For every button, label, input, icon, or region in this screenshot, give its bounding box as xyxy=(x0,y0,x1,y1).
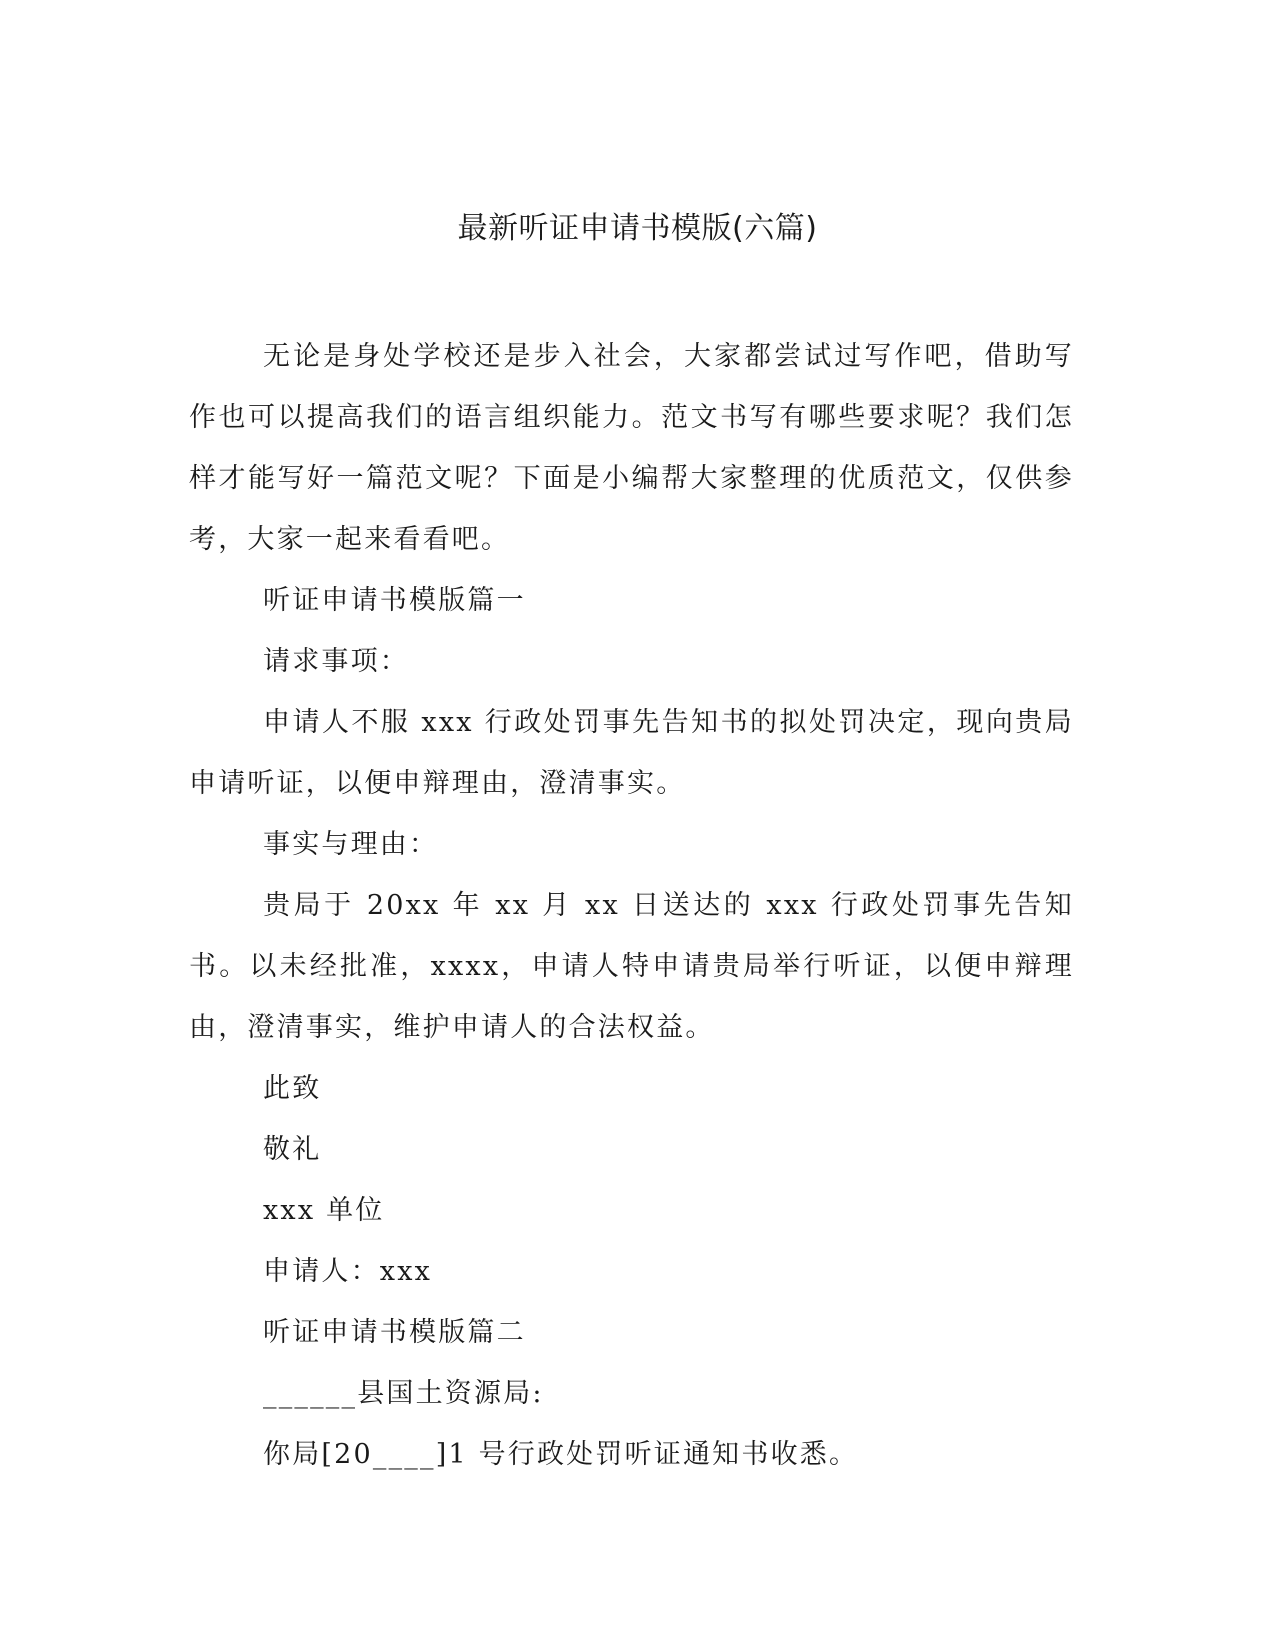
closing-line-1: 此致 xyxy=(263,1073,322,1104)
recipient-line: ______县国土资源局: xyxy=(263,1378,544,1409)
intro-paragraph: 无论是身处学校还是步入社会，大家都尝试过写作吧，借助写作也可以提高我们的语言组织能力。范文书写有哪些要求呢？我们怎样才能写好一篇范文呢？下面是小编帮大家整理的优质范文，仅供参考，大家一起来看看吧。 xyxy=(189,341,1074,555)
facts-paragraph: 贵局于 20xx 年 xx 月 xx 日送达的 xxx 行政处罚事先告知书。以未经批准，xxxx，申请人特申请贵局举行听证，以便申辩理由，澄清事实，维护申请人的合法权益。 xyxy=(189,890,1074,1043)
section-heading-1: 听证申请书模版篇一 xyxy=(263,585,526,616)
document-title: 最新听证申请书模版(六篇) xyxy=(457,211,818,246)
facts-heading: 事实与理由： xyxy=(263,829,439,860)
request-heading: 请求事项： xyxy=(263,646,409,677)
notice-line: 你局[20____]1 号行政处罚听证通知书收悉。 xyxy=(263,1439,859,1470)
request-paragraph: 申请人不服 xxx 行政处罚事先告知书的拟处罚决定，现向贵局申请听证，以便申辩理由，澄清事实。 xyxy=(189,707,1074,799)
document-body xyxy=(189,326,1074,1485)
applicant-line: 申请人：xxx xyxy=(263,1256,433,1287)
closing-line-2: 敬礼 xyxy=(263,1134,322,1165)
unit-line: xxx 单位 xyxy=(263,1195,385,1226)
section-heading-2: 听证申请书模版篇二 xyxy=(263,1317,526,1348)
